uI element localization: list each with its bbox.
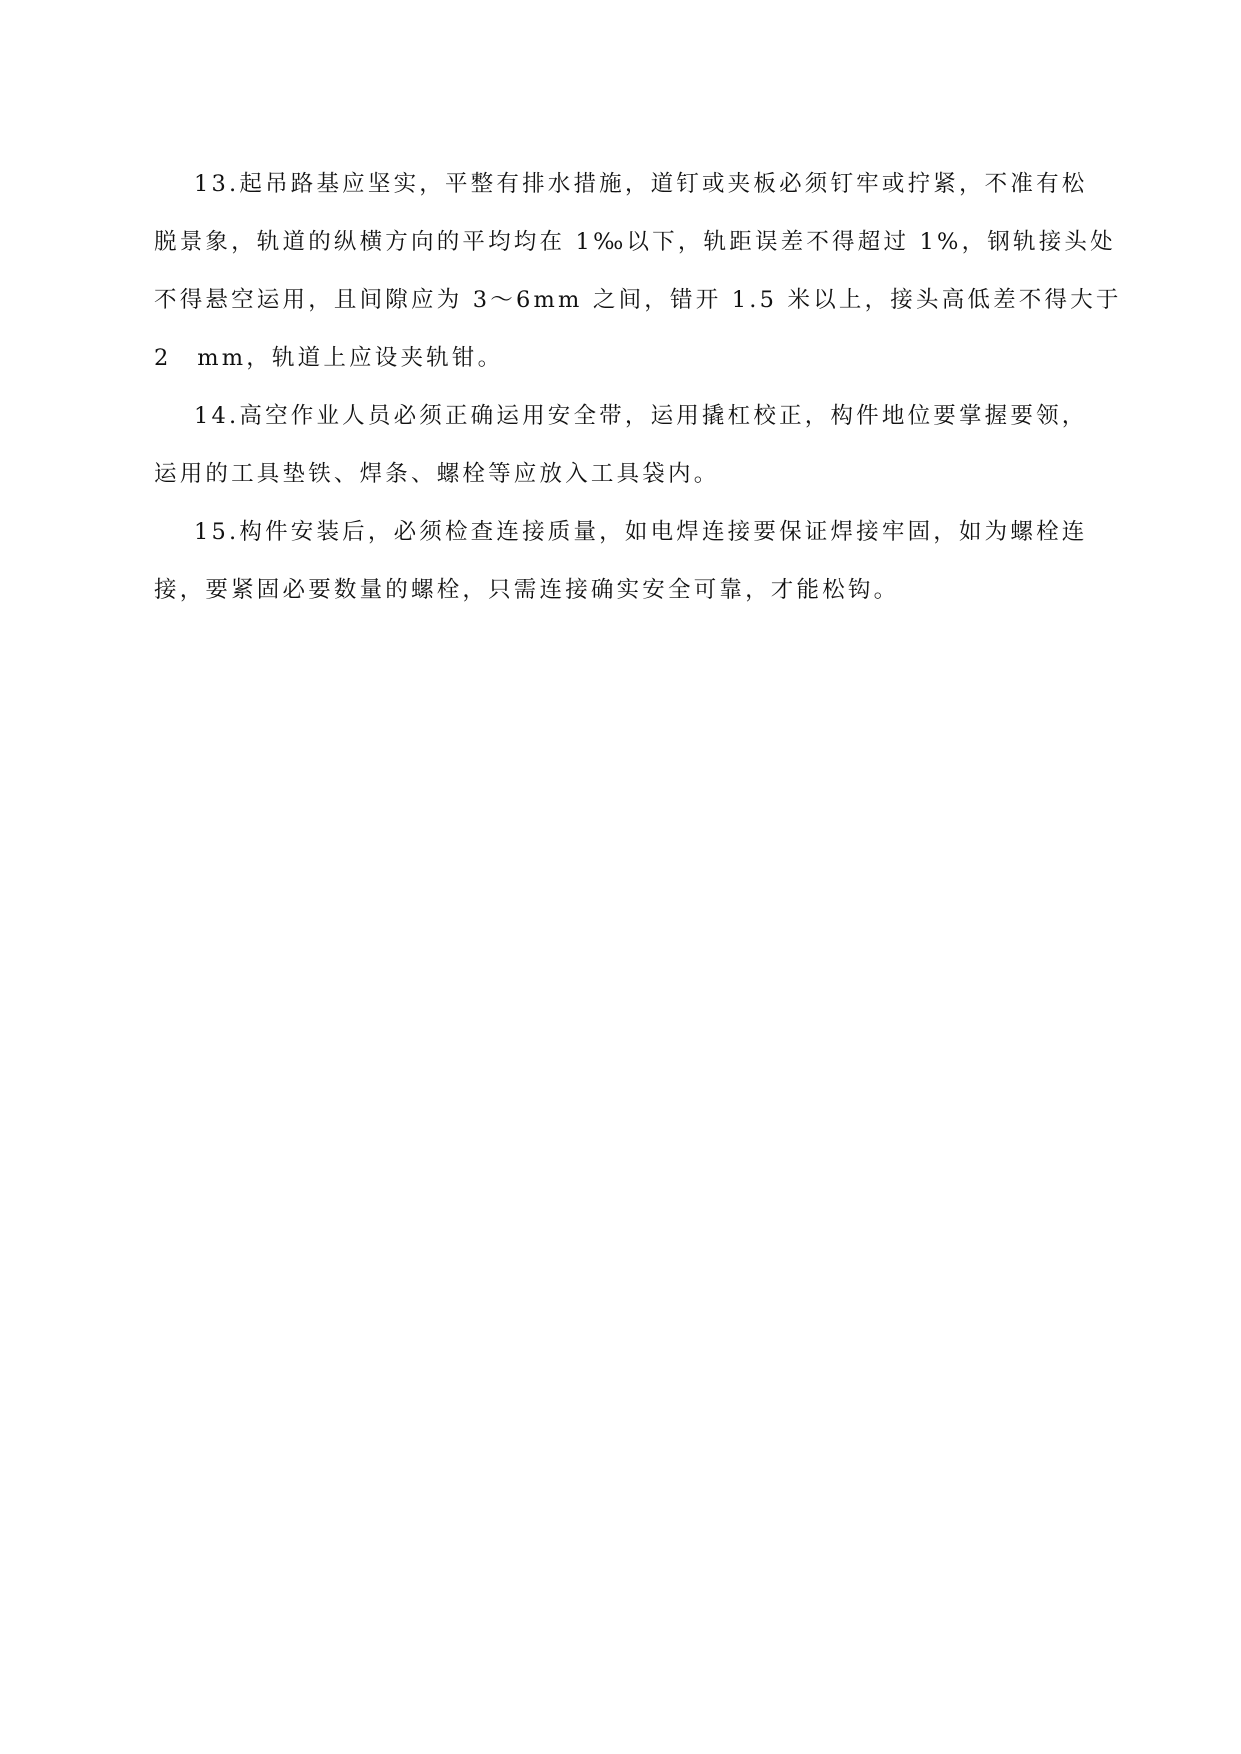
document-body [154, 155, 1122, 619]
paragraph-15 [154, 503, 1114, 619]
paragraph-13 [154, 155, 1122, 387]
paragraph-line: 接，要紧固必要数量的螺栓，只需连接确实安全可靠，才能松钩。 [154, 577, 900, 603]
paragraph-line: 运用的工具垫铁、焊条、螺栓等应放入工具袋内。 [154, 461, 720, 487]
paragraph-line: 15.构件安装后，必须检查连接质量，如电焊连接要保证焊接牢固，如为螺栓连 [194, 519, 1088, 545]
paragraph-line: 14.高空作业人员必须正确运用安全带，运用撬杠校正，构件地位要掌握要领， [194, 403, 1088, 429]
paragraph-line: 脱景象，轨道的纵横方向的平均均在 1‰以下，轨距误差不得超过 1%，钢轨接头处 [154, 229, 1116, 255]
paragraph-14 [154, 387, 1114, 503]
paragraph-line: 不得悬空运用，且间隙应为 3～6mm 之间，错开 1.5 米以上，接头高低差不得大于 [154, 287, 1122, 313]
paragraph-line: 2 mm，轨道上应设夹轨钳。 [154, 345, 504, 371]
paragraph-line: 13.起吊路基应坚实，平整有排水措施，道钉或夹板必须钉牢或拧紧，不准有松 [194, 171, 1088, 197]
